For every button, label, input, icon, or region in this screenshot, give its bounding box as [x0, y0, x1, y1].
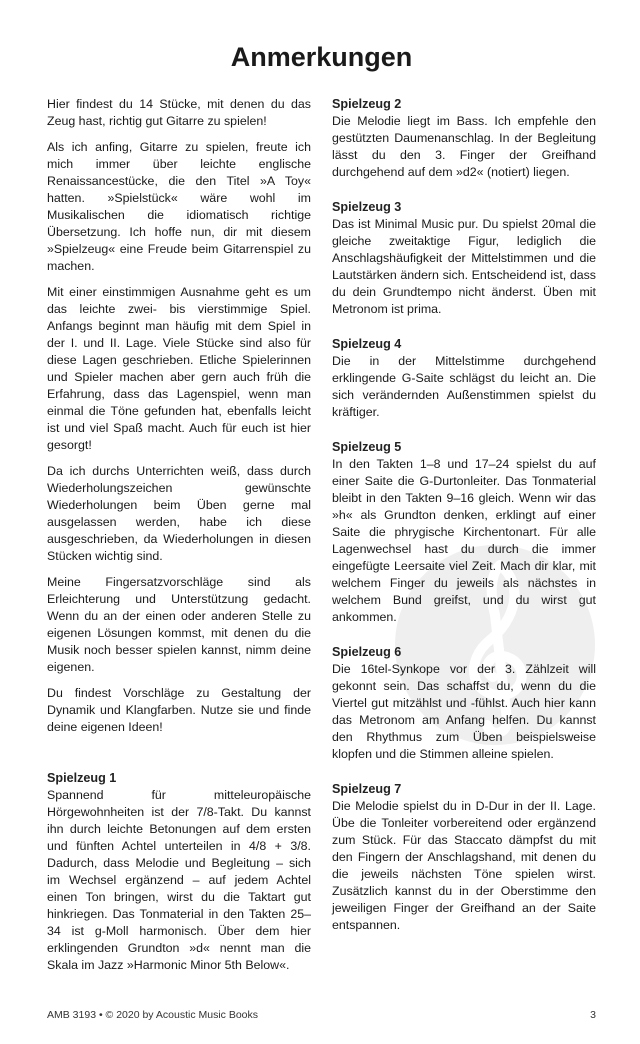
section-spielzeug-6 — [332, 644, 596, 763]
paragraph: Du findest Vorschläge zu Gestaltung der Dynamik und Klangfarben. Nutze sie und finde deine eigenen Ideen! — [47, 686, 311, 734]
section-text: Die in der Mittelstimme durchgehend erklingende G-Saite schlägst du leicht an. Die sich verändernden Außenstimmen spielst du kräftiger. — [332, 354, 596, 419]
paragraph: Meine Fingersatzvorschläge sind als Erleichterung und Unterstützung gedacht. Wenn du an der einen oder anderen Stelle zu eigenen Lösungen kommst, mit denen du die Musik noch besser spielen kannst, nimm deine eigenen. — [47, 575, 311, 674]
section-text: Die 16tel-Synkope vor der 3. Zählzeit will gekonnt sein. Das schaffst du, wenn du die Viertel gut mitzählst und -fühlst. Auch hier kann das Metronom am Anfang helfen. Du kannst den Rhythmus zum Üben beispielsweise klopfen und die Stimmen alleine spielen. — [332, 662, 596, 761]
section-spielzeug-4 — [332, 336, 596, 421]
section-spielzeug-3 — [332, 199, 596, 318]
section-heading: Spielzeug 4 — [332, 337, 402, 351]
section-text: Die Melodie liegt im Bass. Ich empfehle den gestützten Daumenanschlag. In der Begleitung lässt du den 3. Finger der Greifhand durchgehend auf dem »d2« (notiert) liegen. — [332, 114, 596, 179]
section-heading: Spielzeug 3 — [332, 200, 402, 214]
section-spielzeug-5 — [332, 439, 596, 626]
section-text: Spannend für mitteleuropäische Hörgewohnheiten ist der 7/8-Takt. Du kannst ihn durch leichte Betonungen auf dem ersten und fünften Achtel unterteilen in 4/8 + 3/8. Dadurch, dass Melodie und Begleitung – sich im Wechsel ergänzend – auf jedem Achtel einen Ton bringen, wirst du die Taktart gut hinkriegen. Das Tonmaterial in den Takten 25–34 ist g-Moll harmonisch. Über dem hier erklingenden Grundton »d« nennt man die Skala im Jazz »Harmonic Minor 5th Below«. — [47, 788, 311, 972]
section-heading: Spielzeug 2 — [332, 97, 402, 111]
columns — [47, 96, 596, 992]
section-text: In den Takten 1–8 und 17–24 spielst du auf einer Saite die G-Durtonleiter. Das Tonmaterial bleibt in den Takten 9–16 gleich. Wenn wir das »h« als Grundton denken, erklingt auf einer Saite die phrygische Kirchentonart. Für alle Lagenwechsel hast du durch die immer eingefügte Leersaite viel Zeit. Mach dir klar, mit welchem Finger du jeweils als nächstes in welchem Bund greifst, und du wirst gut ankommen. — [332, 457, 596, 624]
footer-copyright: AMB 3193 • © 2020 by Acoustic Music Books — [47, 1009, 259, 1021]
section-spielzeug-2 — [332, 96, 596, 181]
right-column — [332, 96, 596, 992]
page-number: 3 — [590, 1009, 596, 1021]
paragraph: Mit einer einstimmigen Ausnahme geht es um das leichte zwei- bis vierstimmige Spiel. Anfangs beginnt man häufig mit dem Spiel in der I. und II. Lage. Viele Stücke sind also für diese Lagen geschrieben. Etliche Spielerinnen und Spieler machen aber gern auch früh die Erfahrung, dass das Lagenspiel, wenn man einmal die Töne gefunden hat, ebenfalls leicht ist und viel Spaß macht. Auch für euch ist hier gesorgt! — [47, 285, 311, 452]
page-title: Anmerkungen — [230, 42, 413, 72]
paragraph: Da ich durchs Unterrichten weiß, dass durch Wiederholungszeichen gewünschte Wiederholungen beim Üben gerne mal ausgelassen werden, habe ich diese ausgeschrieben, da Wiederholungen in diesen Stücken wichtig sind. — [47, 464, 311, 563]
left-column — [47, 96, 311, 992]
section-text: Das ist Minimal Music pur. Du spielst 20mal die gleiche zweitaktige Figur, lediglich die Anschlagshäufigkeit der Mittelstimmen und die Lautstärken ändern sich. Entscheidend ist, dass du dein Grundtempo nicht änderst. Üben mit Metronom ist prima. — [332, 217, 596, 316]
paragraph: Als ich anfing, Gitarre zu spielen, freute ich mich immer über leichte englische Renaissancestücke, die den Titel »A Toy« hatten. »Spielstück« wäre wohl im Musikalischen die idiomatisch richtige Übersetzung. Ich hoffe nun, dir mit diesem »Spielzeug« eine Freude beim Gitarrenspiel zu machen. — [47, 140, 311, 273]
section-heading: Spielzeug 7 — [332, 782, 402, 796]
section-heading: Spielzeug 1 — [47, 771, 117, 785]
paragraph: Hier findest du 14 Stücke, mit denen du das Zeug hast, richtig gut Gitarre zu spielen! — [47, 97, 311, 128]
section-heading: Spielzeug 5 — [332, 440, 402, 454]
section-spielzeug-7 — [332, 781, 596, 934]
section-heading: Spielzeug 6 — [332, 645, 402, 659]
section-spielzeug-1 — [47, 770, 311, 974]
section-text: Die Melodie spielst du in D-Dur in der II. Lage. Übe die Tonleiter vorbereitend oder ergänzend zum Stück. Für das Staccato dämpfst du mit den Fingern der Anschlagshand, mit denen du die jeweils nächsten Töne spielen wirst. Zusätzlich kannst du in der Oberstimme den jeweiligen Finger der Greifhand an der Saite entspannen. — [332, 799, 596, 932]
footer — [47, 992, 596, 1022]
